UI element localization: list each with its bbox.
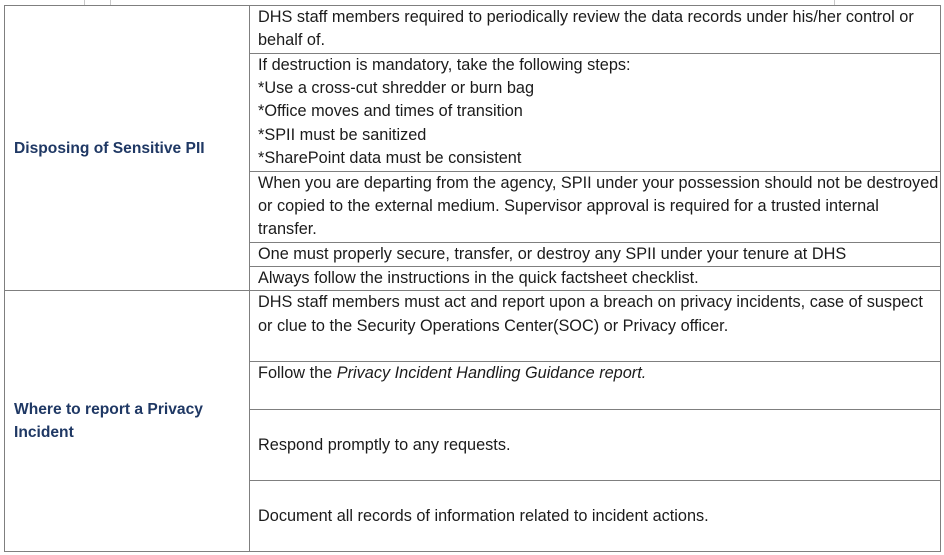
table-cell <box>250 6 941 54</box>
cell-text: Always follow the instructions in the quick factsheet checklist. <box>258 269 699 288</box>
table-cell <box>250 172 941 243</box>
cell-text: One must properly secure, transfer, or destroy any SPII under your tenure at DHS <box>258 245 847 263</box>
step-item: *SPII must be sanitized <box>258 125 427 144</box>
step-item: *Office moves and times of transition <box>258 102 523 121</box>
guidance-report-title: Privacy Incident Handling Guidance report. <box>336 364 647 383</box>
cell-text <box>258 362 940 385</box>
pii-guidance-table <box>4 5 941 552</box>
table-cell <box>250 267 941 291</box>
section-label-report-incident: Where to report a Privacy Incident <box>5 291 250 552</box>
step-item: *Use a cross-cut shredder or burn bag <box>258 79 535 98</box>
cell-text: Respond promptly to any requests. <box>258 435 511 454</box>
step-item: *SharePoint data must be consistent <box>258 148 522 167</box>
section-label-disposing-pii: Disposing of Sensitive PII <box>5 6 250 291</box>
cell-text: DHS staff members must act and report upon a breach on privacy incidents, case of suspect or clue to the Security Operations Center(SOC) or Privacy officer. <box>258 293 923 335</box>
cell-text: Document all records of information related to incident actions. <box>258 506 709 525</box>
cell-text: DHS staff members required to periodically review the data records under his/her control or behalf of. <box>258 8 914 50</box>
table-cell <box>250 291 941 362</box>
cell-text: When you are departing from the agency, SPII under your possession should not be destroyed or copied to the external medium. Supervisor approval is required for a trusted internal transfer. <box>258 174 939 239</box>
table-cell <box>250 243 941 267</box>
guidance-prefix: Follow the <box>258 364 337 383</box>
table-cell <box>250 362 941 410</box>
table-cell <box>250 54 941 172</box>
steps-intro: If destruction is mandatory, take the following steps: <box>258 56 631 74</box>
table-cell <box>250 410 941 481</box>
table-row <box>5 6 941 54</box>
table-row <box>5 291 941 362</box>
table-cell <box>250 481 941 552</box>
